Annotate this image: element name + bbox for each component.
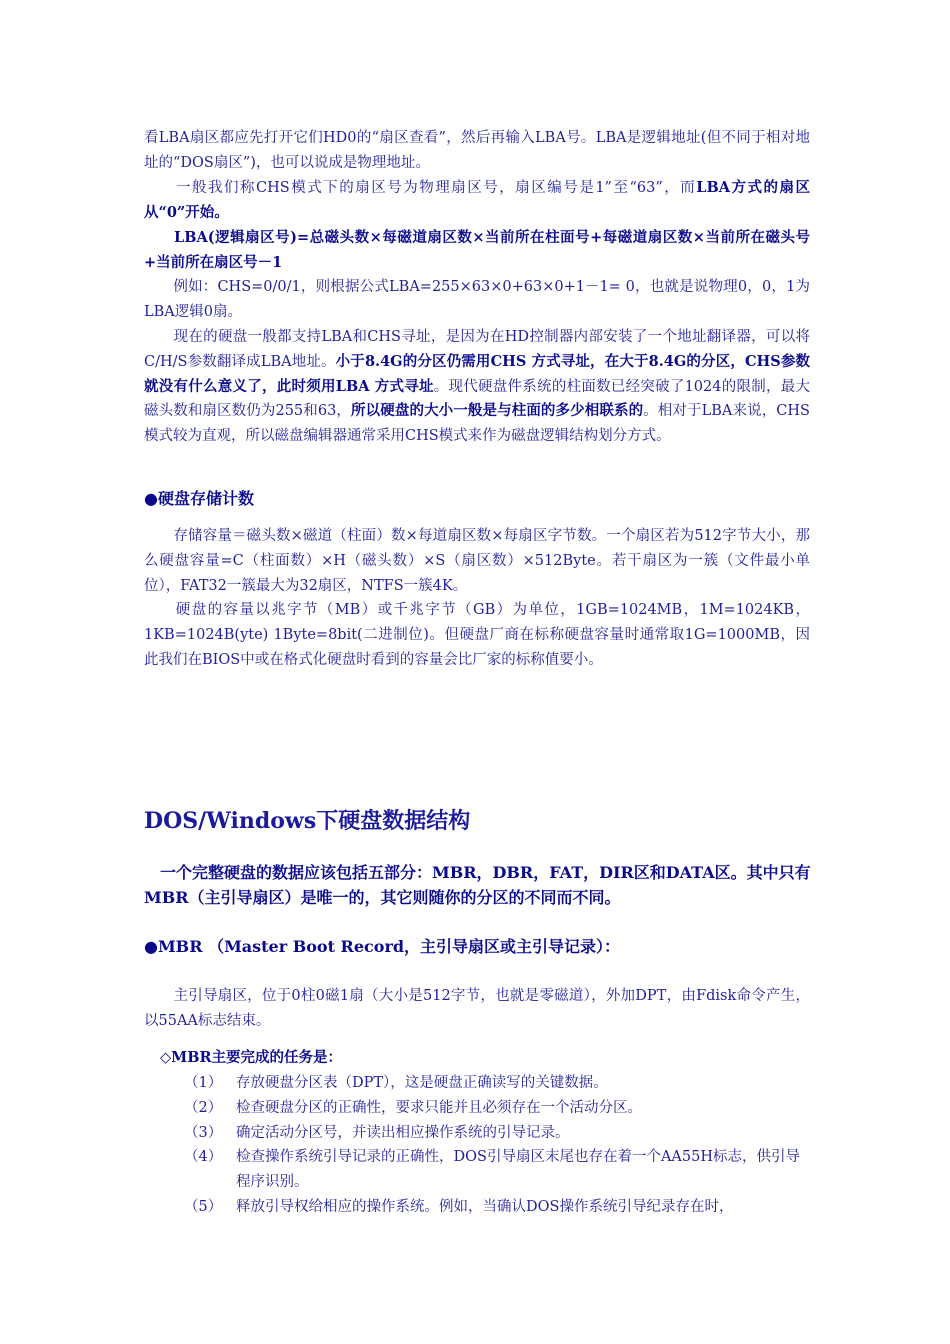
lba-formula: LBA(逻辑扇区号)=总磁头数×每磁道扇区数×当前所在柱面号+每磁道扇区数×当前所在磁头号+当前所在扇区号－1 xyxy=(144,229,810,271)
list-item xyxy=(184,1096,814,1121)
heading-mbr-tasks: ◇MBR主要完成的任务是： xyxy=(160,1049,343,1066)
task-number: （2） xyxy=(184,1099,223,1116)
task-text: 确定活动分区号，并读出相应操作系统的引导记录。 xyxy=(236,1124,570,1141)
list-item xyxy=(184,1195,814,1220)
task-text: 存放硬盘分区表（DPT），这是硬盘正确读写的关键数据。 xyxy=(236,1075,608,1091)
modern-bold-1: 小于8.4G的分区仍需用CHS 方式寻址，在大于8.4G的分区，CHS参数就没有什么意义了，此时须用LBA 方式寻址 xyxy=(144,352,810,395)
modern-text-1: 现在的硬盘一般都支持LBA和CHS寻址，是因为在HD控制器内部安装了一个地址翻译器，可以将C/H/S参数翻译成LBA地址。 xyxy=(144,329,810,370)
task-number: （1） xyxy=(184,1075,223,1091)
task-number: （3） xyxy=(184,1124,223,1141)
modern-bold-2: 所以硬盘的大小一般是与柱面的多少相联系的 xyxy=(351,402,644,420)
paragraph-chs-sector xyxy=(144,176,810,226)
list-item xyxy=(184,1121,814,1146)
task-number: （5） xyxy=(184,1198,223,1215)
mbr-task-list xyxy=(184,1071,814,1220)
section-title: DOS/Windows下硬盘数据结构 xyxy=(144,808,471,834)
paragraph-example: 例如：CHS=0/0/1，则根据公式LBA=255×63×0+63×0+1－1= 0，也就是说物理0，0，1为LBA逻辑0扇。 xyxy=(144,279,810,320)
paragraph-lba-view: 看LBA扇区都应先打开它们HD0的“扇区查看”，然后再输入LBA号。LBA是逻辑地址(但不同于相对地址的“DOS扇区”)，也可以说成是物理地址。 xyxy=(144,130,810,171)
modern-text-2: 。现代硬盘件系统的柱面数已经突破了1024的限制，最大磁头数和扇区数仍为255和63， xyxy=(144,378,810,420)
task-text: 释放引导权给相应的操作系统。例如，当确认DOS操作系统引导纪录存在时， xyxy=(236,1198,734,1215)
task-text: 检查操作系统引导记录的正确性，DOS引导扇区末尾也存在着一个AA55H标志，供引导程序识别。 xyxy=(236,1149,800,1191)
paragraph-mbr: 主引导扇区，位于0柱0磁1扇（大小是512字节，也就是零磁道），外加DPT，由Fdisk命令产生，以55AA标志结束。 xyxy=(144,988,810,1029)
task-text: 检查硬盘分区的正确性，要求只能并且必须存在一个活动分区。 xyxy=(236,1099,642,1116)
paragraph-capacity-1: 存储容量＝磁头数×磁道（柱面）数×每道扇区数×每扇区字节数。一个扇区若为512字节大小，那么硬盘容量=C（柱面数）×H（磁头数）×S（扇区数）×512Byte。若干扇区为一簇（文件最小单位），FAT32一簇最大为32扇区，NTFS一簇4K。 xyxy=(144,528,810,594)
task-number: （4） xyxy=(184,1149,223,1166)
chs-sector-bold: LBA方式的扇区从“0”开始。 xyxy=(144,179,810,221)
paragraph-modern-disk xyxy=(144,325,810,449)
heading-mbr: ●MBR （Master Boot Record，主引导扇区或主引导记录）： xyxy=(144,937,621,956)
modern-text-3: 。相对于LBA来说，CHS模式较为直观，所以磁盘编辑器通常采用CHS模式来作为磁盘逻辑结构划分方式。 xyxy=(144,403,810,445)
list-item xyxy=(184,1071,814,1096)
chs-sector-text: 一般我们称CHS模式下的扇区号为物理扇区号，扇区编号是1”至“63”，而 xyxy=(144,180,697,196)
list-item xyxy=(184,1145,814,1195)
paragraph-capacity-2: 硬盘的容量以兆字节（MB）或千兆字节（GB）为单位，1GB=1024MB，1M=1024KB，1KB=1024B(yte) 1Byte=8bit(二进制位)。但硬盘厂商在标称硬盘容量时通常取1G=1000MB，因此我们在BIOS中或在格式化硬盘时看到的容量会比厂家的标称值要小。 xyxy=(144,602,810,668)
heading-capacity: ●硬盘存储计数 xyxy=(144,489,254,508)
intro-paragraph: 一个完整硬盘的数据应该包括五部分：MBR，DBR，FAT，DIR区和DATA区。其中只有MBR（主引导扇区）是唯一的，其它则随你的分区的不同而不同。 xyxy=(144,863,811,907)
